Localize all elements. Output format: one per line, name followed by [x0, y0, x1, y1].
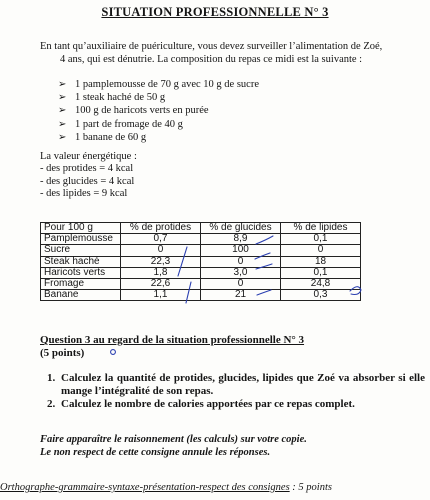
table-cell: 22,3	[121, 256, 201, 267]
table-cell: 0,1	[281, 267, 361, 278]
question-number: 2.	[47, 398, 56, 410]
question-text: Calculez la quantité de protides, glucides, lipides que Zoé va absorber si elle mange l’intégralité de son repas.	[61, 372, 425, 397]
meal-item: ➢ 1 banane de 60 g	[58, 131, 259, 144]
question-item	[47, 398, 425, 411]
energy-item: - des protides = 4 kcal	[40, 163, 134, 175]
table-cell: Pamplemousse	[41, 234, 121, 245]
meal-item: ➢ 100 g de haricots verts en purée	[58, 104, 259, 117]
footer-label: Orthographe-grammaire-syntaxe-présentation-respect des consignes	[0, 482, 290, 493]
table-cell: 21	[201, 290, 281, 301]
table-cell: Haricots verts	[41, 267, 121, 278]
table-header: Pour 100 g	[41, 223, 121, 234]
table-cell: 1,8	[121, 267, 201, 278]
energy-item: - des glucides = 4 kcal	[40, 175, 135, 187]
energy-heading: La valeur énergétique :	[40, 151, 137, 162]
question-title: Question 3 au regard de la situation professionnelle N° 3	[40, 334, 305, 346]
question-heading	[40, 334, 304, 360]
table-cell: 1,1	[121, 290, 201, 301]
table-row	[41, 278, 361, 289]
page-title: SITUATION PROFESSIONNELLE N° 3	[101, 5, 329, 19]
table-cell: 3,0	[201, 267, 281, 278]
table-row	[41, 256, 361, 267]
table-header: % de lipides	[281, 223, 361, 234]
intro-paragraph	[40, 40, 420, 66]
table-cell: Banane	[41, 290, 121, 301]
table-row	[41, 245, 361, 256]
table-cell: 18	[281, 256, 361, 267]
table-row	[41, 290, 361, 301]
question-points: (5 points)	[40, 347, 85, 359]
meal-list	[58, 78, 259, 144]
table-cell: 0	[201, 278, 281, 289]
nutrition-table	[40, 222, 361, 301]
table-cell: 100	[201, 245, 281, 256]
grading-footer	[0, 482, 430, 493]
table-cell: 0,1	[281, 234, 361, 245]
table-cell: 8,9	[201, 234, 281, 245]
energy-values	[40, 151, 137, 200]
intro-line: 4 ans, qui est dénutrie. La composition du repas ce midi est la suivante :	[60, 54, 363, 65]
table-header-row	[41, 223, 361, 234]
table-cell: 0,7	[121, 234, 201, 245]
instructions-note	[40, 434, 425, 459]
table-header: % de glucides	[201, 223, 281, 234]
table-cell: 0	[121, 245, 201, 256]
table-header: % de protides	[121, 223, 201, 234]
question-text: Calculez le nombre de calories apportées par ce repas complet.	[61, 398, 355, 410]
table-cell: 22,6	[121, 278, 201, 289]
note-line: Faire apparaître le raisonnement (les calculs) sur votre copie.	[40, 434, 307, 445]
question-item	[47, 372, 425, 398]
table-row	[41, 267, 361, 278]
table-cell: 24,8	[281, 278, 361, 289]
question-list	[47, 372, 425, 411]
table-cell: Sucre	[41, 245, 121, 256]
table-cell: Steak haché	[41, 256, 121, 267]
table-cell: Fromage	[41, 278, 121, 289]
footer-sep: :	[289, 482, 299, 493]
meal-item: ➢ 1 part de fromage de 40 g	[58, 118, 259, 131]
question-number: 1.	[47, 372, 56, 384]
table-cell: 0	[201, 256, 281, 267]
energy-item: - des lipides = 9 kcal	[40, 187, 128, 199]
table-cell: 0,3	[281, 290, 361, 301]
meal-item: ➢ 1 pamplemousse de 70 g avec 10 g de sucre	[58, 78, 259, 91]
intro-line: En tant qu’auxiliaire de puériculture, vous devez surveiller l’alimentation de Zoé,	[40, 41, 383, 52]
table-cell: 0	[281, 245, 361, 256]
meal-item: ➢ 1 steak haché de 50 g	[58, 91, 259, 104]
table-row	[41, 234, 361, 245]
note-line: Le non respect de cette consigne annule les réponses.	[40, 446, 271, 458]
footer-points: 5 points	[298, 482, 332, 493]
